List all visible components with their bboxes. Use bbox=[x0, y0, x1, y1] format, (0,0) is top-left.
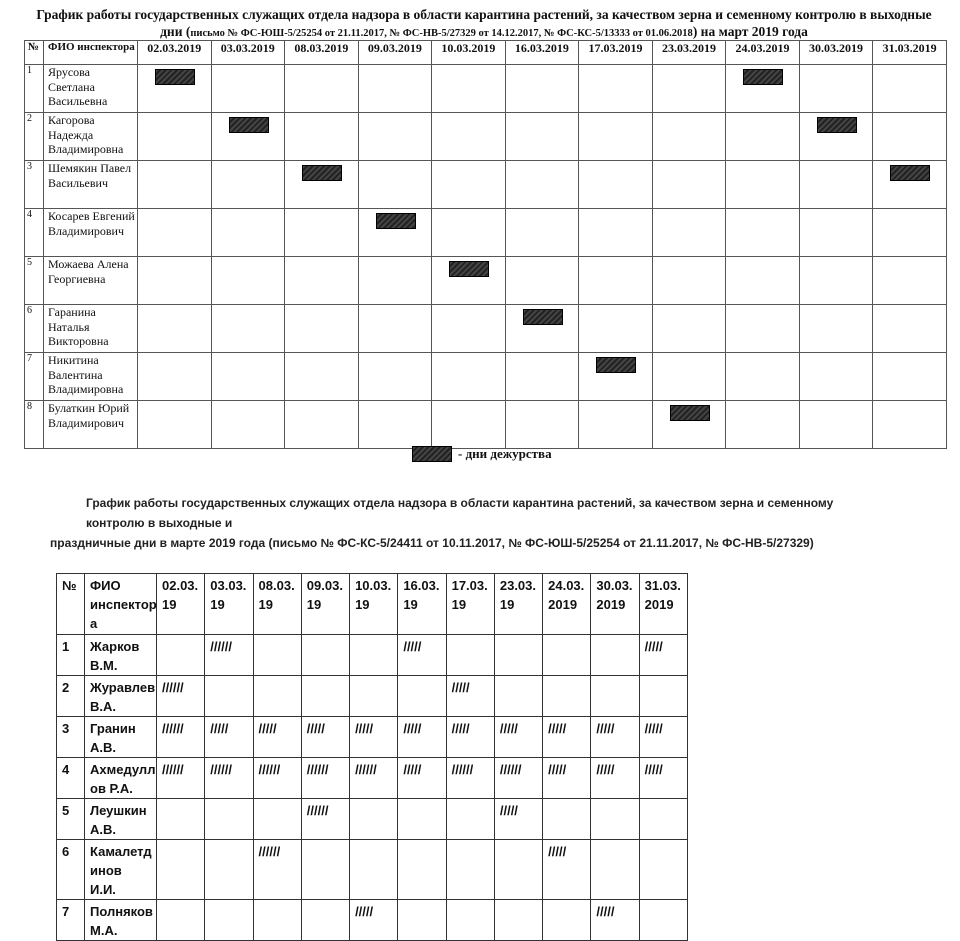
duty-cell: ///// bbox=[398, 758, 446, 799]
duty-cell bbox=[211, 161, 285, 209]
duty-cell: ////// bbox=[446, 758, 494, 799]
table-row bbox=[57, 840, 688, 900]
table-row bbox=[57, 717, 688, 758]
duty-cell bbox=[579, 401, 653, 449]
header-date: 24.03. 2019 bbox=[543, 574, 591, 635]
duty-cell bbox=[301, 676, 349, 717]
table-row bbox=[57, 758, 688, 799]
duty-cell bbox=[211, 305, 285, 353]
duty-cell bbox=[398, 840, 446, 900]
duty-cell bbox=[157, 840, 205, 900]
duty-cell: ///// bbox=[639, 717, 687, 758]
header-date: 02.03. 19 bbox=[157, 574, 205, 635]
duty-cell bbox=[398, 676, 446, 717]
duty-cell: ////// bbox=[301, 799, 349, 840]
row-number: 3 bbox=[57, 717, 85, 758]
duty-cell bbox=[494, 676, 542, 717]
duty-cell: ///// bbox=[543, 717, 591, 758]
table-row bbox=[25, 209, 947, 257]
schedule-title-2 bbox=[50, 493, 880, 553]
duty-cell bbox=[726, 65, 800, 113]
duty-cell: ////// bbox=[157, 676, 205, 717]
table-row bbox=[57, 799, 688, 840]
duty-cell: ///// bbox=[591, 758, 639, 799]
duty-cell: ////// bbox=[253, 758, 301, 799]
duty-cell bbox=[446, 840, 494, 900]
duty-cell bbox=[726, 161, 800, 209]
inspector-name: Журавлев В.А. bbox=[85, 676, 157, 717]
header-date: 09.03.2019 bbox=[358, 41, 432, 65]
duty-cell bbox=[652, 257, 726, 305]
header-date: 08.03.2019 bbox=[285, 41, 359, 65]
inspector-name: Жарков В.М. bbox=[85, 635, 157, 676]
duty-cell bbox=[285, 161, 359, 209]
table-row bbox=[25, 401, 947, 449]
header-date: 17.03.2019 bbox=[579, 41, 653, 65]
duty-cell bbox=[285, 353, 359, 401]
duty-cell bbox=[543, 799, 591, 840]
duty-cell bbox=[505, 401, 579, 449]
duty-mark bbox=[890, 165, 930, 181]
header-date: 10.03.2019 bbox=[432, 41, 506, 65]
duty-cell bbox=[446, 635, 494, 676]
duty-cell bbox=[579, 161, 653, 209]
duty-cell bbox=[432, 113, 506, 161]
duty-cell bbox=[579, 209, 653, 257]
duty-cell bbox=[652, 113, 726, 161]
row-number: 6 bbox=[57, 840, 85, 900]
inspector-name: Кагорова Надежда Владимировна bbox=[44, 113, 138, 161]
inspector-name: Булаткин Юрий Владимирович bbox=[44, 401, 138, 449]
duty-cell bbox=[579, 353, 653, 401]
header-row bbox=[25, 41, 947, 65]
duty-cell bbox=[205, 840, 253, 900]
duty-cell bbox=[652, 161, 726, 209]
duty-cell: ///// bbox=[350, 900, 398, 941]
duty-mark bbox=[155, 69, 195, 85]
duty-cell bbox=[505, 209, 579, 257]
duty-cell bbox=[446, 799, 494, 840]
duty-cell: ///// bbox=[494, 717, 542, 758]
duty-cell: ///// bbox=[543, 758, 591, 799]
duty-cell: ///// bbox=[205, 717, 253, 758]
duty-cell bbox=[358, 161, 432, 209]
duty-cell bbox=[639, 900, 687, 941]
duty-mark bbox=[449, 261, 489, 277]
duty-cell bbox=[799, 161, 873, 209]
duty-cell: ///// bbox=[591, 900, 639, 941]
header-date: 23.03. 19 bbox=[494, 574, 542, 635]
schedule-table-2 bbox=[56, 573, 688, 941]
duty-cell: ////// bbox=[253, 840, 301, 900]
header-date: 23.03.2019 bbox=[652, 41, 726, 65]
header-row bbox=[57, 574, 688, 635]
inspector-name: Ярусова Светлана Васильевна bbox=[44, 65, 138, 113]
duty-cell bbox=[211, 65, 285, 113]
inspector-name: Гаранина Наталья Викторовна bbox=[44, 305, 138, 353]
row-number: 3 bbox=[25, 161, 44, 209]
duty-cell: ///// bbox=[639, 635, 687, 676]
duty-cell bbox=[285, 65, 359, 113]
duty-cell bbox=[358, 209, 432, 257]
header-date: 10.03. 19 bbox=[350, 574, 398, 635]
duty-cell: ////// bbox=[301, 758, 349, 799]
table-row bbox=[25, 161, 947, 209]
duty-cell: ///// bbox=[398, 635, 446, 676]
duty-cell bbox=[350, 799, 398, 840]
duty-cell bbox=[211, 113, 285, 161]
duty-cell bbox=[205, 900, 253, 941]
header-date: 08.03. 19 bbox=[253, 574, 301, 635]
duty-cell bbox=[253, 799, 301, 840]
duty-cell bbox=[432, 209, 506, 257]
duty-cell bbox=[873, 113, 947, 161]
duty-cell bbox=[211, 257, 285, 305]
header-date: 16.03. 19 bbox=[398, 574, 446, 635]
duty-cell bbox=[358, 401, 432, 449]
duty-cell bbox=[211, 209, 285, 257]
duty-cell: ///// bbox=[446, 676, 494, 717]
row-number: 1 bbox=[57, 635, 85, 676]
row-number: 8 bbox=[25, 401, 44, 449]
duty-cell bbox=[138, 257, 212, 305]
duty-cell bbox=[432, 305, 506, 353]
duty-cell bbox=[873, 401, 947, 449]
header-date: 16.03.2019 bbox=[505, 41, 579, 65]
duty-cell bbox=[358, 353, 432, 401]
duty-cell bbox=[579, 65, 653, 113]
header-fio: ФИО инспектора bbox=[44, 41, 138, 65]
duty-cell bbox=[398, 799, 446, 840]
table-row bbox=[25, 65, 947, 113]
duty-cell bbox=[285, 305, 359, 353]
duty-cell bbox=[358, 113, 432, 161]
duty-mark bbox=[376, 213, 416, 229]
duty-mark bbox=[229, 117, 269, 133]
duty-cell: ////// bbox=[350, 758, 398, 799]
duty-cell: ///// bbox=[253, 717, 301, 758]
row-number: 5 bbox=[25, 257, 44, 305]
duty-cell bbox=[505, 305, 579, 353]
duty-cell bbox=[579, 257, 653, 305]
duty-cell: ///// bbox=[591, 717, 639, 758]
duty-cell bbox=[446, 900, 494, 941]
duty-cell bbox=[873, 65, 947, 113]
header-fio: ФИО инспектор а bbox=[85, 574, 157, 635]
duty-cell bbox=[138, 305, 212, 353]
title-main: График работы государственных служащих отдела надзора в области карантина растений, за качеством зерна и семенному контролю в выходные bbox=[36, 7, 932, 22]
duty-cell bbox=[591, 799, 639, 840]
title-line2-a: дни ( bbox=[160, 24, 191, 39]
duty-cell bbox=[799, 353, 873, 401]
duty-cell bbox=[873, 161, 947, 209]
duty-cell bbox=[211, 401, 285, 449]
duty-cell bbox=[350, 840, 398, 900]
header-num: № bbox=[25, 41, 44, 65]
duty-cell bbox=[652, 353, 726, 401]
duty-cell bbox=[799, 401, 873, 449]
duty-cell bbox=[432, 353, 506, 401]
duty-cell bbox=[285, 209, 359, 257]
duty-cell bbox=[505, 257, 579, 305]
duty-cell bbox=[505, 161, 579, 209]
duty-cell bbox=[157, 799, 205, 840]
duty-cell bbox=[799, 305, 873, 353]
duty-cell: ///// bbox=[494, 799, 542, 840]
duty-cell bbox=[358, 65, 432, 113]
duty-cell: ///// bbox=[446, 717, 494, 758]
duty-cell bbox=[873, 257, 947, 305]
duty-cell bbox=[138, 161, 212, 209]
table-row bbox=[25, 305, 947, 353]
duty-cell: ///// bbox=[301, 717, 349, 758]
header-date: 02.03.2019 bbox=[138, 41, 212, 65]
duty-cell bbox=[350, 635, 398, 676]
duty-cell bbox=[543, 900, 591, 941]
duty-cell bbox=[253, 900, 301, 941]
duty-cell: ////// bbox=[157, 717, 205, 758]
title-letter: письмо № ФС-ЮШ-5/25254 от 21.11.2017, № ФС-НВ-5/27329 от 14.12.2017, № ФС-КС-5/13333 от 01.06.2018 bbox=[190, 28, 693, 39]
title2-line2: праздничные дни в марте 2019 года (письмо № ФС-КС-5/24411 от 10.11.2017, № ФС-ЮШ-5/25254 от 21.11.2017, № ФС-НВ-5/27329) bbox=[50, 536, 814, 550]
duty-cell bbox=[358, 305, 432, 353]
inspector-name: Гранин А.В. bbox=[85, 717, 157, 758]
duty-cell: ////// bbox=[494, 758, 542, 799]
duty-cell bbox=[398, 900, 446, 941]
duty-cell bbox=[138, 401, 212, 449]
duty-cell bbox=[652, 209, 726, 257]
duty-cell bbox=[543, 635, 591, 676]
header-date: 03.03.2019 bbox=[211, 41, 285, 65]
duty-cell bbox=[253, 676, 301, 717]
duty-cell bbox=[253, 635, 301, 676]
header-num: № bbox=[57, 574, 85, 635]
duty-cell bbox=[652, 305, 726, 353]
schedule-table-1 bbox=[24, 40, 947, 449]
duty-cell bbox=[205, 676, 253, 717]
legend bbox=[412, 446, 552, 462]
row-number: 7 bbox=[25, 353, 44, 401]
duty-cell bbox=[505, 113, 579, 161]
duty-mark bbox=[743, 69, 783, 85]
header-date: 31.03.2019 bbox=[873, 41, 947, 65]
table-row bbox=[25, 257, 947, 305]
duty-cell bbox=[301, 635, 349, 676]
duty-cell bbox=[799, 113, 873, 161]
header-date: 17.03. 19 bbox=[446, 574, 494, 635]
duty-swatch-icon bbox=[412, 446, 452, 462]
duty-cell bbox=[726, 353, 800, 401]
duty-cell bbox=[494, 840, 542, 900]
row-number: 6 bbox=[25, 305, 44, 353]
inspector-name: Камалетд инов И.И. bbox=[85, 840, 157, 900]
duty-cell: ////// bbox=[205, 635, 253, 676]
header-date: 30.03.2019 bbox=[799, 41, 873, 65]
duty-cell bbox=[432, 257, 506, 305]
duty-cell bbox=[301, 840, 349, 900]
duty-mark bbox=[817, 117, 857, 133]
duty-cell bbox=[505, 353, 579, 401]
duty-cell: ////// bbox=[157, 758, 205, 799]
duty-cell bbox=[726, 305, 800, 353]
duty-cell bbox=[799, 209, 873, 257]
duty-cell bbox=[873, 209, 947, 257]
duty-cell bbox=[285, 257, 359, 305]
inspector-name: Шемякин Павел Васильевич bbox=[44, 161, 138, 209]
duty-cell bbox=[591, 840, 639, 900]
duty-cell bbox=[726, 257, 800, 305]
duty-cell bbox=[639, 676, 687, 717]
duty-cell bbox=[494, 900, 542, 941]
duty-cell bbox=[138, 209, 212, 257]
table-row bbox=[57, 635, 688, 676]
duty-cell bbox=[432, 65, 506, 113]
duty-cell bbox=[494, 635, 542, 676]
duty-cell bbox=[726, 401, 800, 449]
duty-cell bbox=[726, 209, 800, 257]
duty-cell: ///// bbox=[543, 840, 591, 900]
row-number: 2 bbox=[25, 113, 44, 161]
duty-cell bbox=[157, 635, 205, 676]
duty-cell bbox=[350, 676, 398, 717]
duty-cell bbox=[285, 401, 359, 449]
header-date: 03.03. 19 bbox=[205, 574, 253, 635]
duty-mark bbox=[670, 405, 710, 421]
duty-cell bbox=[579, 305, 653, 353]
duty-cell bbox=[211, 353, 285, 401]
row-number: 7 bbox=[57, 900, 85, 941]
inspector-name: Можаева Алена Георгиевна bbox=[44, 257, 138, 305]
row-number: 4 bbox=[25, 209, 44, 257]
table-row bbox=[57, 900, 688, 941]
duty-cell bbox=[579, 113, 653, 161]
duty-cell bbox=[799, 257, 873, 305]
duty-cell bbox=[157, 900, 205, 941]
inspector-name: Ахмедулл ов Р.А. bbox=[85, 758, 157, 799]
inspector-name: Полняков М.А. bbox=[85, 900, 157, 941]
duty-cell bbox=[726, 113, 800, 161]
duty-cell bbox=[543, 676, 591, 717]
duty-cell bbox=[432, 161, 506, 209]
duty-cell bbox=[652, 65, 726, 113]
duty-cell bbox=[639, 840, 687, 900]
duty-cell bbox=[873, 305, 947, 353]
table-row bbox=[57, 676, 688, 717]
header-date: 31.03. 2019 bbox=[639, 574, 687, 635]
duty-cell bbox=[138, 65, 212, 113]
duty-cell bbox=[138, 113, 212, 161]
inspector-name: Никитина Валентина Владимировна bbox=[44, 353, 138, 401]
duty-cell bbox=[432, 401, 506, 449]
duty-cell bbox=[285, 113, 359, 161]
duty-cell bbox=[138, 353, 212, 401]
header-date: 30.03. 2019 bbox=[591, 574, 639, 635]
duty-cell bbox=[591, 635, 639, 676]
duty-cell: ///// bbox=[398, 717, 446, 758]
schedule-title-1 bbox=[24, 6, 944, 42]
header-date: 09.03. 19 bbox=[301, 574, 349, 635]
duty-cell bbox=[505, 65, 579, 113]
duty-cell: ////// bbox=[205, 758, 253, 799]
duty-cell bbox=[652, 401, 726, 449]
title-line2-b: ) на март 2019 года bbox=[692, 24, 808, 39]
duty-mark bbox=[596, 357, 636, 373]
duty-mark bbox=[523, 309, 563, 325]
duty-cell bbox=[591, 676, 639, 717]
row-number: 1 bbox=[25, 65, 44, 113]
duty-cell bbox=[301, 900, 349, 941]
duty-cell: ///// bbox=[350, 717, 398, 758]
duty-cell bbox=[358, 257, 432, 305]
duty-cell bbox=[873, 353, 947, 401]
table-row bbox=[25, 113, 947, 161]
duty-cell: ///// bbox=[639, 758, 687, 799]
row-number: 5 bbox=[57, 799, 85, 840]
table-row bbox=[25, 353, 947, 401]
row-number: 4 bbox=[57, 758, 85, 799]
title2-line1: График работы государственных служащих отдела надзора в области карантина растений, за качеством зерна и семенному контролю в выходные и bbox=[86, 496, 834, 530]
row-number: 2 bbox=[57, 676, 85, 717]
legend-text: - дни дежурства bbox=[458, 446, 552, 461]
duty-cell bbox=[205, 799, 253, 840]
inspector-name: Косарев Евгений Владимирович bbox=[44, 209, 138, 257]
duty-mark bbox=[302, 165, 342, 181]
header-date: 24.03.2019 bbox=[726, 41, 800, 65]
duty-cell bbox=[639, 799, 687, 840]
duty-cell bbox=[799, 65, 873, 113]
inspector-name: Леушкин А.В. bbox=[85, 799, 157, 840]
